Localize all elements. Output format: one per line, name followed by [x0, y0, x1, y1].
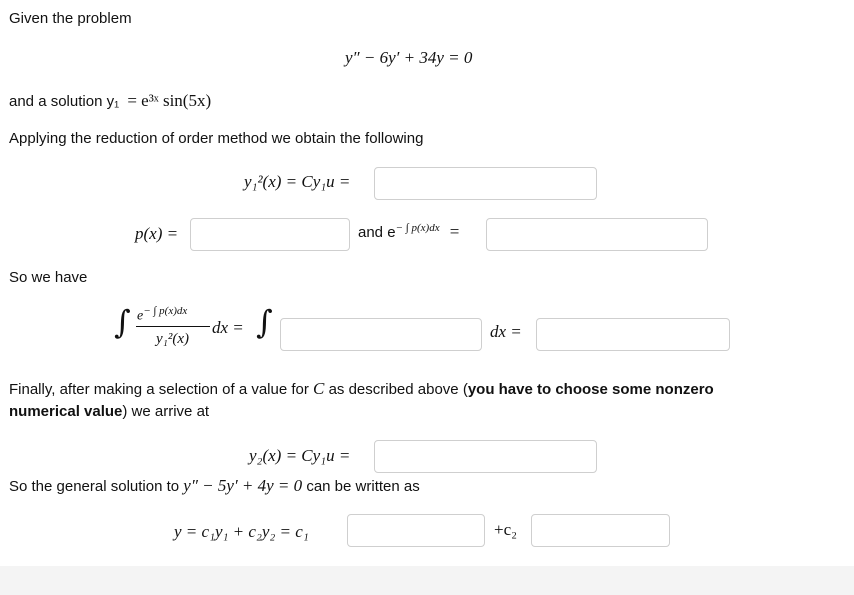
finally-text-2: as described above ( — [328, 381, 468, 398]
ode-display: y″ − 6y′ + 34y = 0 — [345, 48, 473, 67]
c1-term-input[interactable] — [347, 514, 485, 547]
finally-bold-2: numerical value — [9, 403, 123, 420]
c2-term-input[interactable] — [531, 514, 670, 547]
general-text-1: So the general solution to — [9, 478, 180, 495]
exp-integral-input[interactable] — [486, 218, 708, 251]
general-text-2: can be written as — [306, 478, 420, 495]
dx-equals-1: dx = — [212, 318, 244, 337]
so-we-have-text: So we have — [9, 269, 88, 286]
y1-squared-label: y₁²(x) = Cy₁u = — [244, 172, 351, 191]
solution-line — [9, 91, 211, 111]
exp-part: − ∫ p(x)dx — [395, 222, 440, 234]
applying-text: Applying the reduction of order method we obtain the following — [9, 130, 424, 147]
integrand-denominator: y₁²(x) — [156, 331, 190, 347]
p-label: p(x) = — [135, 224, 179, 243]
and-e-text: and e — [358, 224, 396, 241]
plus-c2-label: +c₂ — [494, 520, 518, 539]
fraction-bar — [136, 326, 210, 327]
finally-text-1: Finally, after making a selection of a value for — [9, 381, 309, 398]
finally-bold-1: you have to choose some nonzero — [467, 381, 714, 398]
footer-band — [0, 566, 854, 595]
integrand-numerator — [137, 305, 187, 325]
exp-integral-label — [358, 222, 459, 242]
intro-text: Given the problem — [9, 10, 132, 27]
finally-text-3: ) we arrive at — [122, 403, 210, 420]
finally-line-2 — [9, 403, 209, 420]
integrand-num-exp: − ∫ p(x)dx — [143, 305, 188, 317]
general-ode: y″ − 5y′ + 4y = 0 — [183, 476, 303, 495]
finally-line-1 — [9, 379, 714, 399]
solution-prefix: and a solution y₁ — [9, 93, 120, 110]
y2-label: y₂(x) = Cy₁u = — [249, 446, 351, 465]
integrand-input[interactable] — [280, 318, 482, 351]
solution-formula: = e³ˣ sin(5x) — [127, 91, 212, 110]
equals-sign: = — [449, 222, 460, 241]
integrand-num-base: e — [137, 308, 144, 324]
integral-sign: ∫ — [114, 303, 131, 341]
y2-input[interactable] — [374, 440, 597, 473]
general-line — [9, 476, 420, 496]
dx-equals-2: dx = — [490, 322, 522, 341]
integral-result-input[interactable] — [536, 318, 730, 351]
general-solution-label: y = c₁y₁ + c₂y₂ = c₁ — [174, 522, 309, 541]
y1-squared-input[interactable] — [374, 167, 597, 200]
finally-c: C — [313, 379, 325, 398]
integral-sign-2: ∫ — [256, 303, 273, 341]
p-input[interactable] — [190, 218, 350, 251]
